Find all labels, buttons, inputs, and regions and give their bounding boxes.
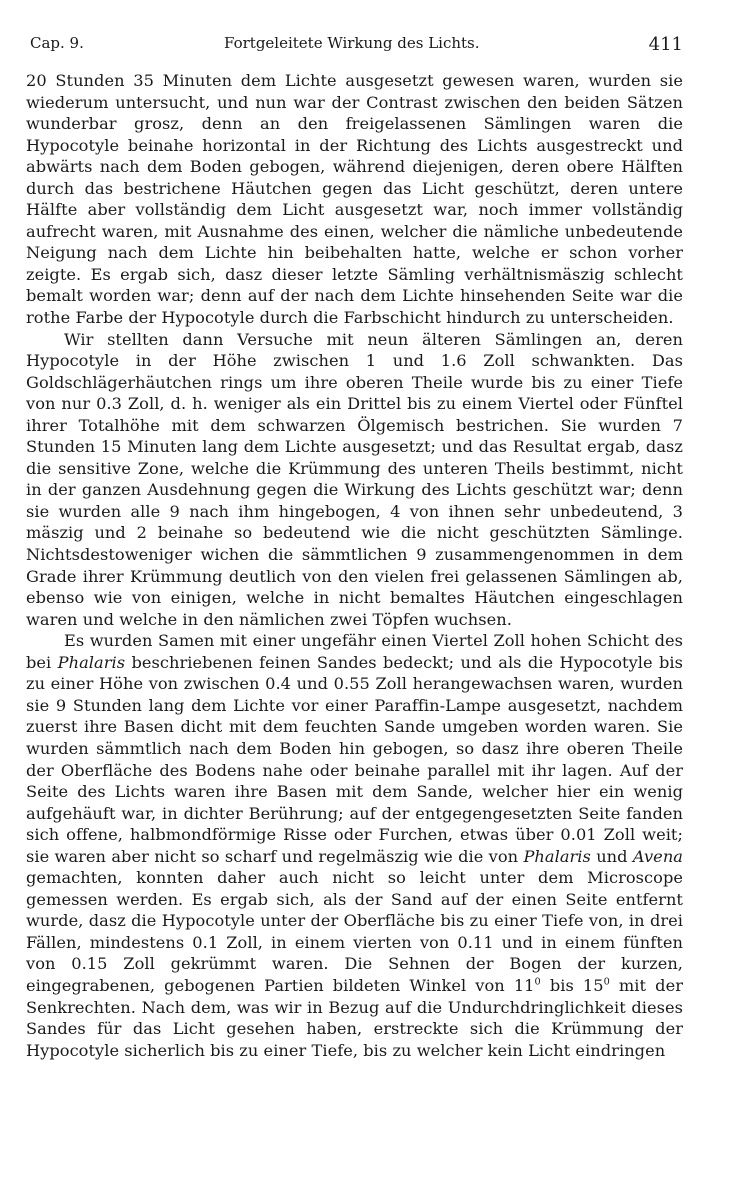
text-run: und: [590, 846, 633, 866]
text-run: beschriebenen feinen Sandes bedeckt; und als die Hypocotyle bis zu einer Höhe von zwischen 0.4 und 0.55 Zoll herangewachsen waren, wurden sie 9 Stunden lang dem Lichte vor einer Paraffin-Lampe ausgesetzt, nachdem zuerst ihre Basen dicht mit dem feuchten Sande umgeben worden waren. Sie wurden sämmtlich nach dem Boden hin gebogen, so dasz ihre oberen Theile der Oberfläche des Bodens nahe oder beinahe parallel mit ihr lagen. Auf der Seite des Lichts waren ihre Basen mit dem Sande, welcher hier ein wenig aufgehäuft war, in dichter Berührung; auf der entgegengesetzten Seite fanden sich offene, halbmondförmige Risse oder Furchen, etwas über 0.01 Zoll weit; sie waren aber nicht so scharf und regelmäszig wie die von: [26, 652, 683, 866]
paragraph: [26, 630, 683, 1061]
running-header: [26, 30, 683, 66]
body-text: [26, 70, 683, 1061]
degree-mark: 0: [603, 976, 610, 988]
italic-term: Phalaris: [57, 652, 126, 672]
text-run: gemachten, konnten daher auch nicht so leicht unter dem Microscope gemessen werden. Es ergab sich, als der Sand auf der einen Seite entfernt wurde, dasz die Hypocotyle unter der Oberfläche bis zu einer Tiefe von, in drei Fällen, mindestens 0.1 Zoll, in einem vierten von 0.11 und in einem fünften von 0.15 Zoll gekrümmt waren. Die Sehnen der Bogen der kurzen, eingegrabenen, gebogenen Partien bildeten Winkel von 11: [26, 868, 683, 995]
text-run: 20 Stunden 35 Minuten dem Lichte ausgesetzt gewesen waren, wurden sie wiederum untersucht, und nun war der Contrast zwischen den beiden Sätzen wunderbar grosz, denn an den freigelassenen Sämlingen waren die Hypocotyle beinahe horizontal in der Richtung des Lichts ausgestreckt und abwärts nach dem Boden gebogen, während diejenigen, deren obere Hälften durch das bestrichene Häutchen gegen das Licht geschützt, deren untere Hälfte aber vollständig dem Licht ausgesetzt war, noch immer vollständig aufrecht waren, mit Ausnahme des einen, welcher die nämliche unbedeutende Neigung nach dem Lichte hin beibehalten hatte, welche er schon vorher zeigte. Es ergab sich, dasz dieser letzte Sämling verhältnismäszig schlecht bemalt worden war; denn auf der nach dem Lichte hinsehenden Seite war die rothe Farbe der Hypocotyle durch die Farbschicht hindurch zu unterscheiden.: [26, 71, 683, 328]
italic-term: Avena: [632, 846, 683, 866]
text-run: mit der Senkrechten. Nach dem, was wir in Bezug auf die Undurchdringlichkeit dieses Sandes für das Licht gesehen haben, erstreckte sich die Krümmung der Hypocotyle sicherlich bis zu einer Tiefe, bis zu welcher kein Licht eindringen: [26, 975, 683, 1060]
running-title: Fortgeleitete Wirkung des Lichts.: [224, 34, 480, 52]
paragraph: [26, 70, 683, 329]
paragraph: [26, 329, 683, 631]
chapter-label: Cap. 9.: [30, 34, 84, 52]
text-run: Es wurden Samen mit einer ungefähr einen Viertel Zoll hohen Schicht des bei: [26, 631, 683, 672]
text-run: Wir stellten dann Versuche mit neun älteren Sämlingen an, deren Hypocotyle in der Höhe zwischen 1 und 1.6 Zoll schwankten. Das Goldschlägerhäutchen rings um ihre oberen Theile wurde bis zu einer Tiefe von nur 0.3 Zoll, d. h. weniger als ein Drittel bis zu einem Viertel oder Fünftel ihrer Totalhöhe mit dem schwarzen Ölgemisch bestrichen. Sie wurden 7 Stunden 15 Minuten lang dem Lichte ausgesetzt; und das Resultat ergab, dasz die sensitive Zone, welche die Krümmung des unteren Theils bestimmt, nicht in der ganzen Ausdehnung gegen die Wirkung des Lichts geschützt war; denn sie wurden alle 9 nach ihm hingebogen, 4 von ihnen sehr unbedeutend, 3 mäszig und 2 beinahe so bedeutend wie die nicht geschützten Sämlinge. Nichtsdestoweniger wichen die sämmtlichen 9 zusammengenommen in dem Grade ihrer Krümmung deutlich von den vielen frei gelassenen Sämlingen ab, ebenso wie von einigen, welche in nicht bemaltes Häutchen eingeschlagen waren und welche in den nämlichen zwei Töpfen wuchsen.: [26, 329, 683, 629]
italic-term: Phalaris: [523, 846, 591, 866]
degree-mark: 0: [534, 976, 541, 988]
page-number: 411: [648, 34, 683, 55]
text-run: bis 15: [540, 975, 604, 995]
